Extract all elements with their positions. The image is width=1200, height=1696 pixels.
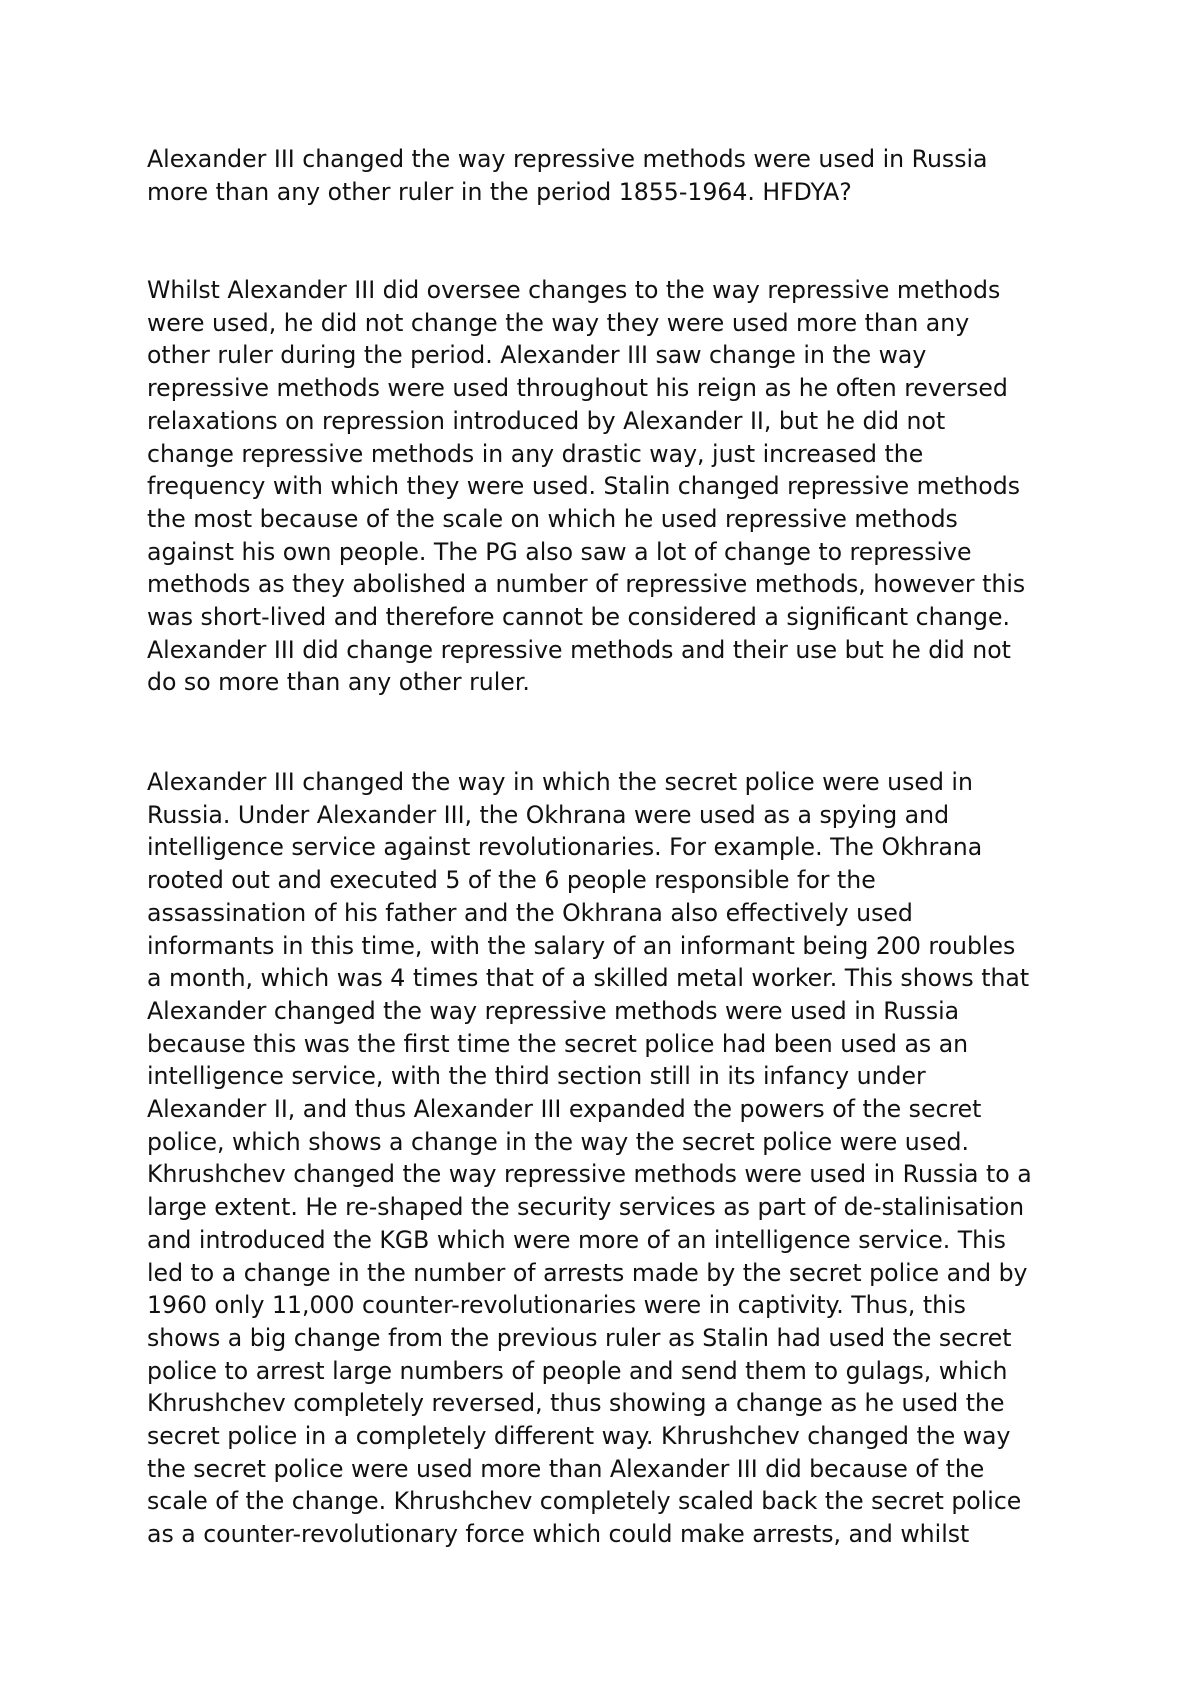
introduction-paragraph: Whilst Alexander III did oversee changes to the way repressive methods were used, he did not change the way they were used more than any other ruler during the period. Alexander III saw change in the way repressive methods were used throughout his reign as he often reversed relaxations on repression introduced by Alexander II, but he did not change repressive methods in any drastic way, just increased the frequency with which they were used. Stalin changed repressive methods the most because of the scale on which he used repressive methods against his own people. The PG also saw a lot of change to repressive methods as they abolished a number of repressive methods, however this was short-lived and therefore cannot be considered a significant change. Alexander III did change repressive methods and their use but he did not do so more than any other ruler. [147,276,1026,697]
secret-police-paragraph: Alexander III changed the way in which the secret police were used in Russia. Under Alexander III, the Okhrana were used as a spying and intelligence service against revolutionaries. For example. The Okhrana rooted out and executed 5 of the 6 people responsible for the assassination of his father and the Okhrana also effectively used informants in this time, with the salary of an informant being 200 roubles a month, which was 4 times that of a skilled metal worker. This shows that Alexander changed the way repressive methods were used in Russia because this was the first time the secret police had been used as an intelligence service, with the third section still in its infancy under Alexander II, and thus Alexander III expanded the powers of the secret police, which shows a change in the way the secret police were used. Khrushchev changed the way repressive methods were used in Russia to a large extent. He re-shaped the security services as part of de-stalinisation and introduced the KGB which were more of an intelligence service. This led to a change in the number of arrests made by the secret police and by 1960 only 11,000 counter-revolutionaries were in captivity. Thus, this shows a big change from the previous ruler as Stalin had used the secret police to arrest large numbers of people and send them to gulags, which Khrushchev completely reversed, thus showing a change as he used the secret police in a completely different way. Khrushchev changed the way the secret police were used more than Alexander III did because of the scale of the change. Khrushchev completely scaled back the secret police as a counter-revolutionary force which could make arrests, and whilst [147,768,1032,1549]
essay-question: Alexander III changed the way repressive methods were used in Russia more than any other ruler in the period 1855-1964. HFDYA? [147,145,988,206]
